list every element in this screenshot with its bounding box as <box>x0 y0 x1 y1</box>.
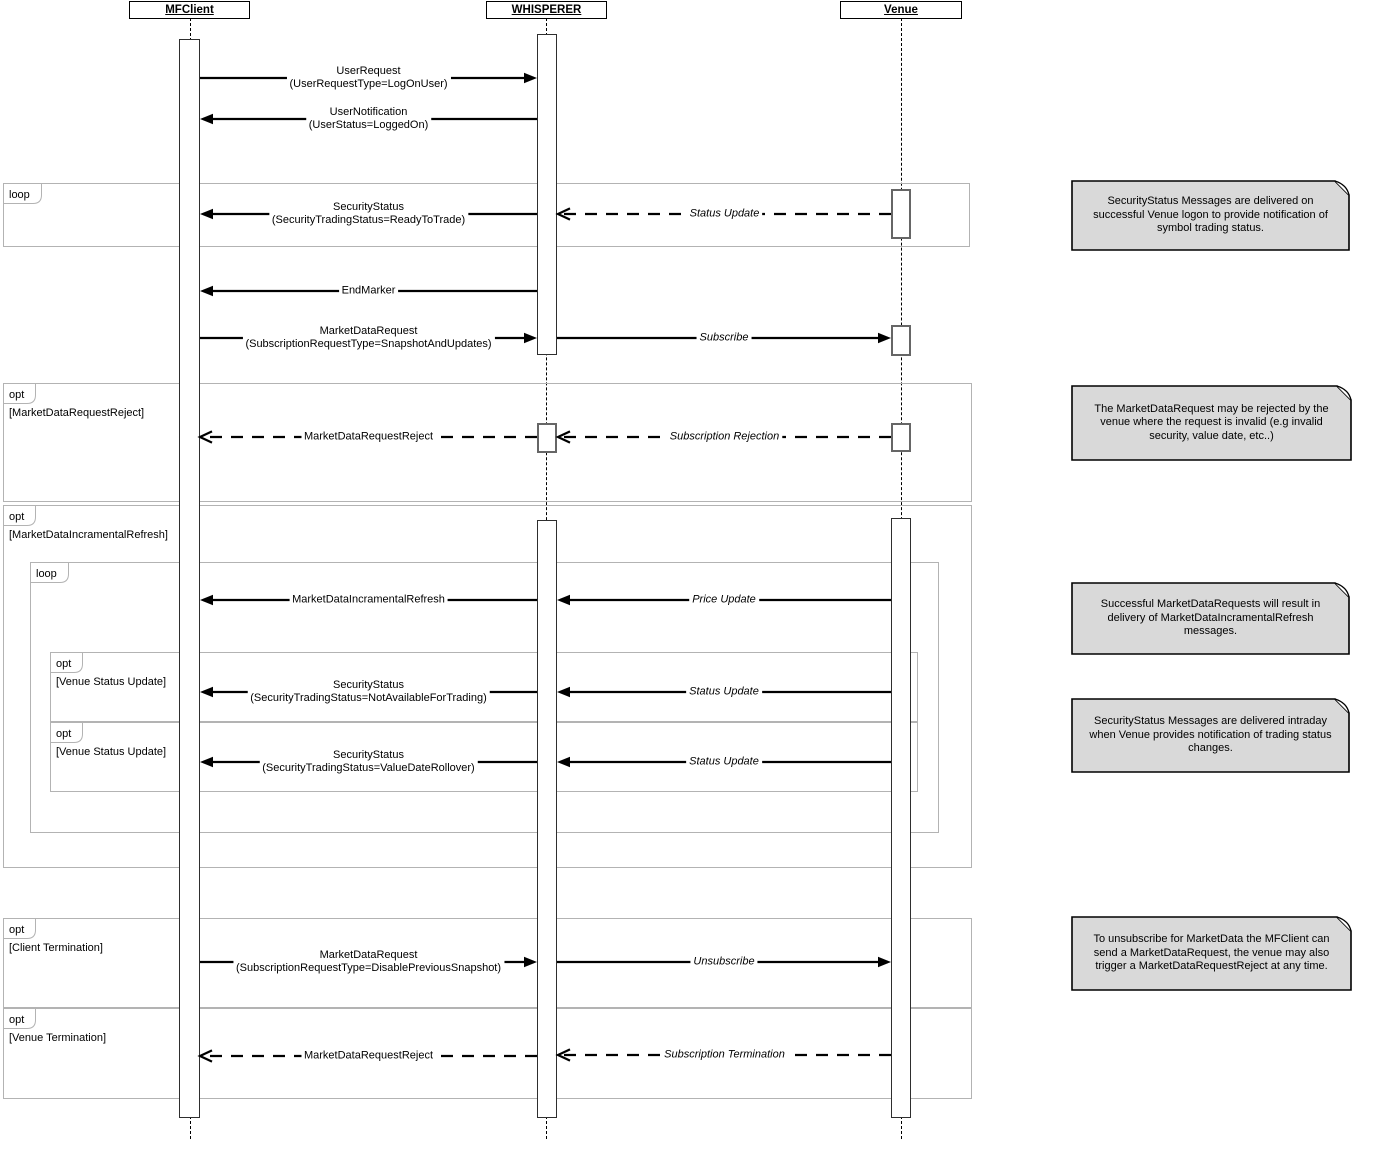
message-label-line: UserRequest <box>336 65 401 77</box>
fragment-kind-label: opt <box>9 389 25 401</box>
message-label <box>306 106 432 132</box>
message-label-line: (SecurityTradingStatus=ReadyToTrade) <box>271 214 466 226</box>
message-label-line: Price Update <box>692 593 756 606</box>
fragment-tab <box>50 652 83 674</box>
arrowhead-filled <box>524 957 537 968</box>
actor-label: WHISPERER <box>511 4 582 16</box>
message-label <box>667 431 782 444</box>
arrowhead-filled <box>557 595 570 606</box>
activation-venue <box>891 189 911 239</box>
message-label <box>233 949 504 975</box>
note-text: To unsubscribe for MarketData the MFClient can send a MarketDataRequest, the venue may also trigger a MarketDataRequestReject at any time. <box>1093 933 1330 973</box>
message-label-line: SecurityStatus <box>333 749 404 761</box>
note <box>1071 582 1350 655</box>
fragment-guard: [MarketDataRequestReject] <box>9 407 145 419</box>
fragment-guard: [Venue Status Update] <box>56 746 167 758</box>
message-label-line: Status Update <box>689 755 759 768</box>
note <box>1071 180 1350 251</box>
note-text: SecurityStatus Messages are delivered on successful Venue logon to provide notification of symbol trading status. <box>1093 195 1328 235</box>
fragment-kind-label: opt <box>9 1014 25 1026</box>
fragment-guard: [Venue Status Update] <box>56 676 167 688</box>
fragment-tab <box>3 1008 36 1030</box>
message-label-line: Status Update <box>689 207 760 220</box>
activation-venue <box>891 423 911 452</box>
fragment-tab <box>30 562 69 584</box>
note-text: SecurityStatus Messages are delivered intraday when Venue provides notification of trading status changes. <box>1089 715 1332 755</box>
activation-venue <box>891 325 911 356</box>
message-label <box>689 594 759 607</box>
message-label <box>301 1050 436 1063</box>
arrowhead-filled <box>200 757 213 768</box>
fragment-tab <box>3 183 42 205</box>
arrowhead-filled <box>878 333 891 344</box>
activation-whisperer <box>537 520 557 1118</box>
fragment-kind-label: opt <box>9 511 25 523</box>
message-label-line: MarketDataRequestReject <box>303 430 434 443</box>
message-label-line: Unsubscribe <box>693 955 755 968</box>
message-label <box>289 594 448 607</box>
message-label-line: (SecurityTradingStatus=NotAvailableForTrading) <box>250 692 487 704</box>
message-label-line: Subscribe <box>699 331 749 344</box>
message-label <box>690 956 757 969</box>
arrowhead-filled <box>878 957 891 968</box>
message-label-line: (SubscriptionRequestType=SnapshotAndUpdates) <box>245 338 492 350</box>
fragment-tab <box>3 918 36 940</box>
message-label <box>247 679 490 705</box>
fragment-kind-label: loop <box>36 568 57 580</box>
message-label <box>286 65 450 91</box>
activation-venue <box>891 518 911 1118</box>
message-label-line: (UserStatus=LoggedOn) <box>308 119 429 131</box>
message-label-line: MarketDataRequest <box>319 949 418 961</box>
message-label-line: Status Update <box>689 685 759 698</box>
fragment-tab <box>3 505 36 527</box>
arrowhead-filled <box>557 757 570 768</box>
activation-whisperer <box>537 34 557 355</box>
arrowhead-filled <box>524 333 537 344</box>
message-label <box>686 686 762 699</box>
arrowhead-filled <box>524 73 537 84</box>
fragment-kind-label: opt <box>9 924 25 936</box>
message-label <box>661 1049 788 1062</box>
arrowhead-filled <box>200 209 213 220</box>
note <box>1071 916 1352 991</box>
fragment-guard: [Client Termination] <box>9 942 103 954</box>
fragment-tab <box>3 383 36 405</box>
arrowhead-filled <box>200 595 213 606</box>
message-label-line: MarketDataIncramentalRefresh <box>292 593 445 606</box>
message-label-line: (UserRequestType=LogOnUser) <box>289 78 448 90</box>
message-label-line: MarketDataRequest <box>319 325 418 337</box>
message-label <box>269 201 468 227</box>
arrowhead-filled <box>200 286 213 297</box>
message-label-line: Subscription Rejection <box>669 430 780 443</box>
message-label <box>339 285 399 298</box>
actor-header-mfclient <box>129 1 250 19</box>
fragment-kind-label: opt <box>56 728 72 740</box>
message-label <box>697 332 752 345</box>
message-label-line: Subscription Termination <box>664 1048 785 1061</box>
arrowhead-filled <box>200 687 213 698</box>
actor-label: MFClient <box>165 4 214 16</box>
fragment-guard: [MarketDataIncramentalRefresh] <box>9 529 168 541</box>
fragment-guard: [Venue Termination] <box>9 1032 107 1044</box>
message-label-line: EndMarker <box>341 284 396 297</box>
message-label-line: (SecurityTradingStatus=ValueDateRollover) <box>262 762 475 774</box>
fragment-tab <box>50 722 83 744</box>
note-text: The MarketDataRequest may be rejected by the venue where the request is invalid (e.g invalid security, value date, etc..) <box>1094 402 1329 442</box>
message-label-line: MarketDataRequestReject <box>303 1049 434 1062</box>
note-text: Successful MarketDataRequests will result in delivery of MarketDataIncramentalRefresh messages. <box>1100 598 1321 638</box>
message-label-line: SecurityStatus <box>333 679 404 691</box>
arrowhead-filled <box>200 114 213 125</box>
message-label <box>301 431 436 444</box>
note <box>1071 698 1350 773</box>
fragment-kind-label: opt <box>56 658 72 670</box>
actor-header-whisperer <box>486 1 607 19</box>
activation-mfclient <box>179 39 200 1118</box>
activation-whisperer <box>537 423 557 453</box>
message-label-line: UserNotification <box>329 106 408 118</box>
message-label <box>686 756 762 769</box>
note <box>1071 385 1352 461</box>
message-label <box>259 749 477 775</box>
message-label-line: (SubscriptionRequestType=DisablePreviousSnapshot) <box>235 962 502 974</box>
arrowhead-filled <box>557 687 570 698</box>
message-label <box>687 208 763 221</box>
message-label <box>242 325 494 351</box>
actor-label: Venue <box>884 4 918 16</box>
message-label-line: SecurityStatus <box>333 201 404 213</box>
actor-header-venue <box>840 1 962 19</box>
fragment-kind-label: loop <box>9 189 30 201</box>
